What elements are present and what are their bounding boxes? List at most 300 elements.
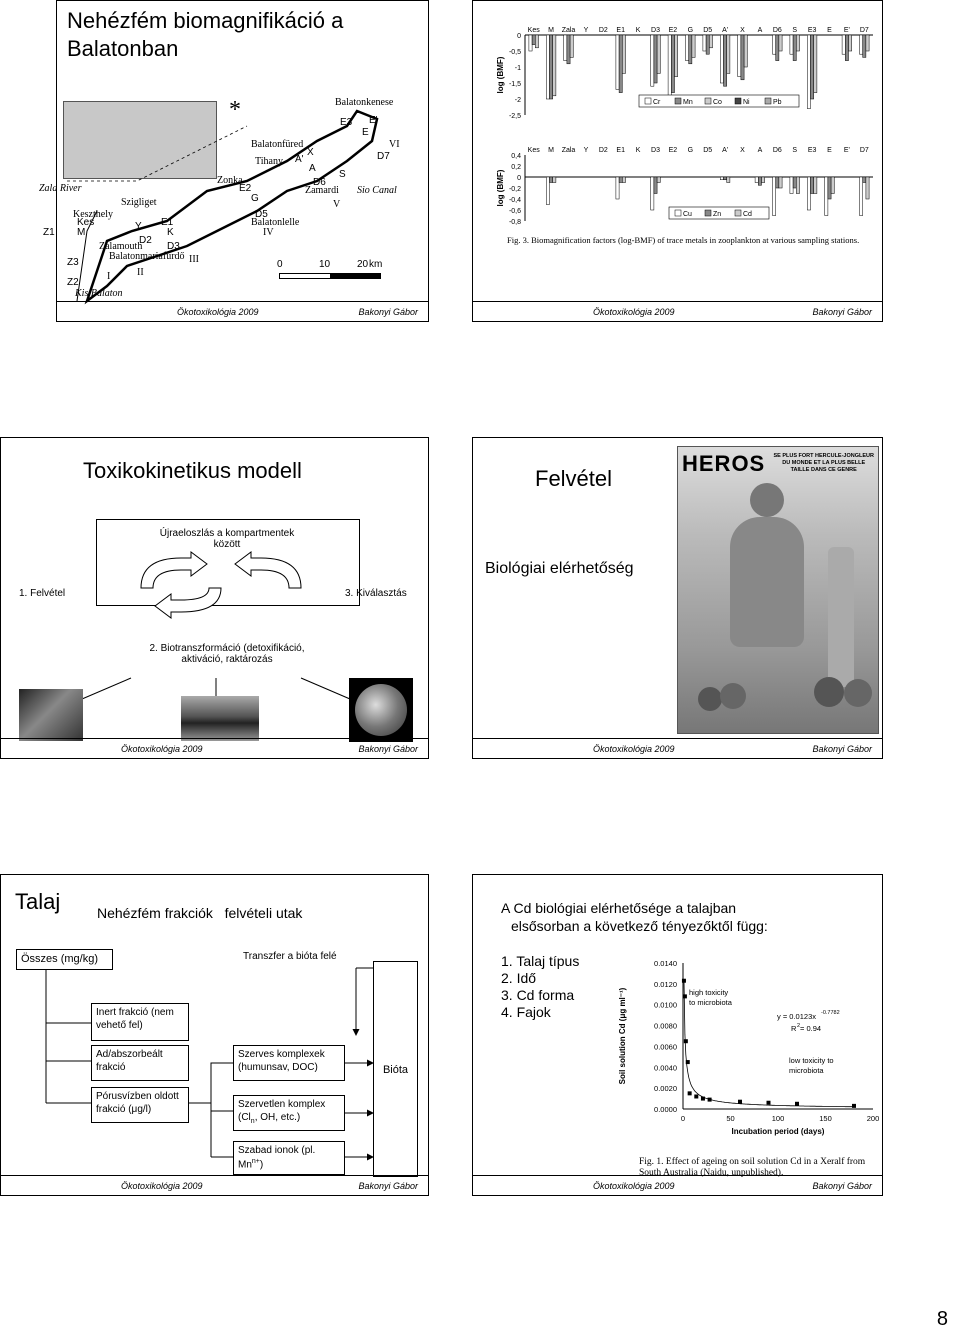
label-d2: D2	[139, 235, 152, 246]
inert-fraction-box: Inert frakció (nem vehető fel)	[91, 1003, 189, 1041]
bar	[779, 35, 782, 51]
biotrans-line-1: 2. Biotranszformáció (detoxifikáció,	[149, 643, 305, 654]
label-m: M	[77, 227, 86, 238]
bar	[741, 35, 744, 80]
label-a: A	[309, 163, 316, 174]
category-label: D7	[859, 147, 869, 154]
bar	[654, 35, 657, 83]
redistribution-line-2: között	[213, 539, 241, 550]
y-tick-label: 0.0020	[654, 1084, 677, 1094]
bar	[550, 35, 553, 99]
bar	[622, 35, 625, 73]
slide-footer	[473, 301, 882, 321]
annotation-exponent: -0.7782	[821, 1010, 840, 1016]
annotation-r2-value: = 0.94	[800, 1024, 822, 1033]
label-y: Y	[135, 221, 142, 232]
bar	[842, 35, 845, 54]
factor-list	[501, 953, 579, 1021]
label-kes: Kes	[77, 217, 95, 228]
y-tick-label: -2,5	[508, 113, 521, 120]
y-tick-label: 0	[517, 175, 521, 182]
footer-course: Ökotoxikológia 2009	[121, 1181, 203, 1191]
bar	[709, 35, 712, 48]
bar	[793, 35, 796, 61]
label-zonka: Zonka	[217, 175, 243, 186]
label-roman-iv: IV	[263, 227, 274, 238]
y-tick-label: 0,2	[511, 164, 521, 171]
category-label: S	[792, 147, 798, 154]
bar	[616, 35, 619, 89]
adsorbed-fraction-box: Ad/abszorbeált frakció	[91, 1045, 189, 1081]
bar	[616, 177, 619, 199]
category-label: G	[687, 147, 694, 154]
bar	[860, 177, 863, 216]
label-kis-balaton: Kis Balaton	[75, 288, 123, 299]
data-point	[708, 1098, 712, 1102]
y-tick-label: -0,4	[508, 197, 521, 204]
uptake-label: 1. Felvétel	[19, 588, 66, 599]
annotation-high-toxicity: high toxicity	[689, 988, 729, 997]
bar	[567, 35, 570, 64]
y-tick-label: 0.0100	[654, 1000, 677, 1010]
redistribution-label	[96, 528, 358, 550]
footer-author: Bakonyi Gábor	[812, 1181, 872, 1191]
bar	[686, 35, 689, 61]
label-roman-iii: III	[189, 254, 199, 265]
bar	[535, 35, 538, 48]
data-point	[682, 979, 686, 983]
bar	[779, 177, 782, 188]
legend-swatch	[765, 98, 771, 104]
category-label: Y	[583, 147, 589, 154]
category-label: E	[827, 27, 832, 34]
bar	[651, 177, 654, 210]
bar	[671, 35, 674, 93]
category-label: D3	[651, 147, 660, 154]
label-keszthely: Keszthely	[73, 209, 113, 220]
y-tick-label: 0.0060	[654, 1042, 677, 1052]
slide-title: Talaj	[15, 889, 61, 914]
category-label: D7	[859, 27, 869, 34]
label-z1: Z1	[43, 227, 55, 238]
bar	[727, 35, 730, 73]
data-point	[683, 994, 687, 998]
organic-complex-box: Szerves komplexek (humunsav, DOC)	[233, 1045, 345, 1081]
category-label: D6	[772, 27, 782, 34]
bar	[529, 35, 532, 51]
intro-line-1: A Cd biológiai elérhetősége a talajban	[501, 900, 737, 916]
biotrans-line-2: aktiváció, raktározás	[181, 654, 273, 665]
label-x: X	[307, 147, 314, 158]
label-zamardi: Zamardi	[305, 185, 339, 196]
bar	[755, 177, 758, 183]
inorganic-sub: n	[250, 1117, 255, 1125]
legend-swatch	[705, 210, 711, 216]
data-point	[767, 1101, 771, 1105]
y-tick-label: -0,5	[508, 49, 521, 56]
y-tick-label: 0.0120	[654, 979, 677, 989]
biotransformation-label	[96, 643, 358, 665]
y-tick-label: 0.0040	[654, 1063, 677, 1073]
bar	[773, 177, 776, 216]
scale-10: 10	[319, 259, 331, 270]
bar	[720, 35, 723, 83]
transfer-label: Transzfer a bióta felé	[243, 951, 337, 962]
scale-0: 0	[277, 259, 283, 270]
slide-footer	[473, 738, 882, 758]
legend-label: Pb	[773, 99, 782, 106]
y-tick-label: 0	[517, 33, 521, 40]
bar	[796, 35, 799, 51]
annotation-microbiota: microbiota	[789, 1066, 824, 1075]
footer-author: Bakonyi Gábor	[358, 1181, 418, 1191]
bar	[727, 177, 730, 183]
bar	[738, 35, 741, 77]
x-axis-label: Incubation period (days)	[731, 1127, 825, 1136]
footer-course: Ökotoxikológia 2009	[593, 1181, 675, 1191]
data-point	[795, 1102, 799, 1106]
category-label: E	[827, 147, 832, 154]
y-tick-label: 0.0140	[654, 959, 677, 968]
slide-footer	[1, 1175, 428, 1195]
bar	[773, 35, 776, 54]
label-d5: D5	[255, 209, 268, 220]
legend-label: Co	[713, 99, 722, 106]
label-tihany: Tihany	[255, 156, 283, 167]
porewater-fraction-box: Pórusvízben oldott frakció (μg/l)	[91, 1087, 189, 1123]
bar	[724, 35, 727, 86]
free-ions-end: )	[259, 1158, 264, 1170]
bar	[668, 35, 671, 96]
label-roman-i: I	[107, 271, 111, 282]
scale-unit: km	[369, 259, 383, 270]
label-zala-river: Zala River	[39, 183, 82, 194]
category-label: Zala	[561, 147, 576, 154]
bar	[758, 177, 761, 185]
inorganic-end: , OH, etc.)	[254, 1111, 301, 1123]
footer-author: Bakonyi Gábor	[812, 307, 872, 317]
x-tick-label: 0	[680, 1114, 686, 1123]
bar	[675, 35, 678, 77]
bar	[550, 177, 553, 183]
category-label: E3	[807, 27, 817, 34]
bar	[689, 35, 692, 64]
y-tick-label: -1	[514, 65, 521, 72]
label-e3: E3	[340, 117, 353, 128]
label-balatonfured: Balatonfüred	[251, 139, 304, 150]
data-point	[701, 1097, 705, 1101]
y-tick-label: -1,5	[508, 81, 521, 88]
legend-swatch	[735, 210, 741, 216]
bar	[807, 35, 810, 109]
category-label: E3	[807, 147, 817, 154]
y-tick-label: 0,4	[511, 153, 521, 160]
category-label: K	[635, 147, 641, 154]
poster-tagline-3: TAILLE DANS CE GENRE	[790, 467, 857, 474]
legend-label: Mn	[683, 99, 693, 106]
slide-title	[67, 7, 343, 63]
bmf-chart-trace-metals	[473, 23, 882, 143]
label-e1: E1	[161, 217, 174, 228]
star-marker: *	[229, 97, 241, 123]
bar	[762, 177, 765, 183]
slide-title: Toxikokinetikus modell	[83, 458, 302, 483]
data-point	[852, 1104, 856, 1108]
x-tick-label: 200	[866, 1114, 880, 1123]
legend-swatch	[645, 98, 651, 104]
category-label: D3	[651, 27, 660, 34]
annotation-r-sup: 2	[797, 1023, 801, 1029]
label-roman-ii: II	[137, 267, 144, 278]
inorganic-complex-box	[233, 1095, 345, 1131]
y-tick-label: 0.0000	[654, 1105, 677, 1114]
slide-toxicokinetic-model	[0, 437, 429, 759]
slide-footer	[57, 301, 428, 321]
footer-course: Ökotoxikológia 2009	[593, 744, 675, 754]
caption-line-2: South Australia (Naidu, unpublished).	[639, 1168, 784, 1178]
bar	[619, 177, 622, 183]
poster-tagline-1: SE PLUS FORT HERCULE-JONGLEUR	[773, 453, 874, 459]
fraction-connectors	[1, 875, 430, 1197]
label-szigliget: Szigliget	[121, 197, 157, 208]
label-e-prime: E'	[369, 115, 378, 126]
slide-subtitle: Biológiai elérhetőség	[485, 560, 634, 577]
bar	[553, 35, 556, 96]
bar	[657, 177, 660, 183]
slide-uptake-bioavailability	[472, 437, 883, 759]
bar	[570, 35, 573, 57]
bar	[692, 35, 695, 57]
category-label: D5	[703, 147, 713, 154]
y-axis-label: log (BMF)	[496, 56, 505, 94]
x-tick-label: 150	[819, 1114, 832, 1123]
legend-swatch	[735, 98, 741, 104]
free-ions-box	[233, 1141, 345, 1175]
annotation-r: R	[791, 1024, 797, 1033]
bar	[744, 35, 747, 67]
slide-intro	[501, 899, 768, 935]
category-label: E1	[616, 147, 625, 154]
slide-footer	[473, 1175, 882, 1195]
slide-biomagnification-map	[39, 0, 429, 322]
y-tick-label: -0,8	[508, 219, 521, 226]
legend-label: Cd	[743, 211, 752, 218]
y-axis-label: log (BMF)	[496, 169, 505, 207]
footer-author: Bakonyi Gábor	[358, 744, 418, 754]
bar	[860, 35, 863, 54]
annotation-low-toxicity: low toxicity to	[789, 1056, 834, 1065]
category-label: D2	[598, 147, 608, 154]
category-label: K	[635, 27, 641, 34]
annotation-to-microbiota: to microbiota	[689, 998, 732, 1007]
category-label: A	[757, 27, 763, 34]
page-number: 8	[936, 1308, 948, 1330]
poster-title: HEROS	[682, 451, 766, 476]
category-label: Kes	[527, 27, 540, 34]
x-tick-label: 100	[771, 1114, 785, 1123]
slide-soil-fractions	[0, 874, 429, 1196]
label-d7: D7	[377, 151, 390, 162]
legend-label: Ni	[743, 99, 750, 106]
category-label: Y	[583, 27, 589, 34]
label-balatonmariafurdo: Balatonmariafürdő	[109, 251, 185, 262]
slide-bmf-charts	[472, 0, 883, 322]
free-ions-sup: n+	[251, 1157, 260, 1165]
category-label: E2	[668, 147, 678, 154]
bar	[814, 177, 817, 194]
slide-cd-bioavailability	[472, 874, 883, 1196]
free-ions-text: Szabad ionok (pl. Mn	[238, 1145, 316, 1170]
data-point	[694, 1094, 698, 1098]
category-label: A'	[722, 147, 729, 154]
slide-footer	[1, 738, 428, 758]
legend-label: Cu	[683, 211, 692, 218]
bar	[863, 35, 866, 57]
bar	[651, 35, 654, 86]
label-g: G	[251, 193, 259, 204]
category-label: Kes	[527, 147, 540, 154]
footer-course: Ökotoxikológia 2009	[593, 307, 675, 317]
y-axis-label: Soil solution Cd (μg ml⁻¹)	[618, 987, 627, 1085]
title-line-2: Balatonban	[67, 36, 179, 61]
bar	[831, 177, 834, 194]
human-photo	[19, 689, 83, 741]
factor-item: 3. Cd forma	[501, 987, 575, 1003]
label-e: E	[362, 127, 369, 138]
bar	[790, 35, 793, 54]
data-point	[738, 1100, 742, 1104]
label-balatonkenese: Balatonkenese	[335, 97, 394, 108]
bar	[703, 35, 706, 51]
category-label: M	[548, 147, 555, 154]
title-line-1: Nehézfém biomagnifikáció a	[67, 8, 344, 33]
slide-subtitle: Nehézfém frakciók felvételi utak	[97, 905, 303, 921]
footer-course: Ökotoxikológia 2009	[121, 744, 203, 754]
caption-line-1: Fig. 1. Effect of ageing on soil solution Cd in a Xeralf from	[639, 1157, 866, 1167]
bar	[532, 35, 535, 45]
bar	[866, 177, 869, 199]
poster-tagline	[773, 453, 874, 474]
biota-box: Bióta	[373, 961, 418, 1177]
label-balatonlelle: Balatonlelle	[251, 217, 300, 228]
y-tick-label: -0,6	[508, 208, 521, 215]
category-label: D2	[598, 27, 608, 34]
legend-swatch	[705, 98, 711, 104]
bar	[553, 177, 556, 183]
bar	[619, 35, 622, 93]
label-sio-canal: Sio Canal	[357, 185, 397, 196]
landscape-photo	[181, 696, 259, 741]
bmf-chart-cu-zn-cd	[473, 141, 882, 241]
cd-ageing-chart	[613, 953, 883, 1153]
label-d3: D3	[167, 241, 180, 252]
legend-label: Cr	[653, 99, 661, 106]
y-tick-label: 0.0080	[654, 1021, 677, 1031]
category-label: D6	[772, 147, 782, 154]
factor-item: 1. Talaj típus	[501, 953, 580, 969]
bar	[825, 177, 828, 216]
label-a-prime: A'	[295, 154, 304, 165]
total-fraction-box: Összes (mg/kg)	[16, 949, 113, 970]
inorganic-text: Szervetlen komplex (Cl	[238, 1099, 326, 1123]
label-e2: E2	[239, 183, 252, 194]
category-label: E'	[843, 27, 850, 34]
factor-item: 4. Fajok	[501, 1004, 551, 1020]
annotation-equation: y = 0.0123x	[777, 1012, 816, 1021]
bar	[866, 35, 869, 51]
category-label: E1	[616, 27, 625, 34]
bar	[811, 35, 814, 99]
figure-caption: Fig. 3. Biomagnification factors (log-BMF) of trace metals in zooplankton at various sampling stations.	[507, 235, 860, 245]
bar	[720, 177, 723, 180]
intro-line-2: elsősorban a következő tényezőktől függ:	[511, 918, 768, 934]
bar	[546, 35, 549, 99]
bar	[776, 177, 779, 188]
label-roman-v: V	[333, 199, 341, 210]
legend-label: Zn	[713, 211, 722, 218]
redistribution-line-1: Újraeloszlás a kompartmentek	[159, 528, 295, 539]
label-k: K	[167, 227, 174, 238]
label-roman-vi: VI	[389, 139, 400, 150]
label-s: S	[339, 169, 346, 180]
bar	[811, 177, 814, 194]
category-label: M	[548, 27, 555, 34]
category-label: G	[687, 27, 694, 34]
bar	[828, 177, 831, 199]
category-label: S	[792, 27, 798, 34]
bar	[776, 35, 779, 61]
bar	[793, 177, 796, 188]
cycle-arrows-icon	[121, 548, 321, 618]
bar	[845, 35, 848, 61]
slide-title: Felvétel	[535, 466, 613, 491]
category-label: X	[740, 27, 745, 34]
category-label: D5	[703, 27, 713, 34]
excretion-label: 3. Kiválasztás	[345, 588, 407, 599]
label-z3: Z3	[67, 257, 79, 268]
category-label: X	[740, 147, 745, 154]
category-label: Zala	[561, 27, 576, 34]
y-tick-label: -2	[514, 97, 521, 104]
label-zalamouth: Zalamouth	[99, 241, 143, 252]
factor-item: 2. Idő	[501, 970, 537, 986]
data-point	[688, 1091, 692, 1095]
bar	[807, 177, 810, 210]
scale-20: 20	[357, 259, 369, 270]
earth-photo	[349, 678, 413, 742]
data-point	[684, 1039, 688, 1043]
bar	[863, 177, 866, 183]
bar	[654, 177, 657, 194]
y-tick-label: -0,2	[508, 186, 521, 193]
category-label: A	[757, 147, 763, 154]
data-point	[686, 1060, 690, 1064]
legend-swatch	[675, 210, 681, 216]
bar	[564, 35, 567, 61]
bar	[706, 35, 709, 54]
legend-swatch	[675, 98, 681, 104]
category-label: E'	[843, 147, 850, 154]
category-label: E2	[668, 27, 678, 34]
heros-poster	[677, 446, 879, 734]
bar	[796, 177, 799, 194]
footer-author: Bakonyi Gábor	[812, 744, 872, 754]
category-label: A'	[722, 27, 729, 34]
bar	[790, 177, 793, 194]
x-tick-label: 50	[726, 1114, 735, 1123]
bar	[814, 35, 817, 93]
label-z2: Z2	[67, 277, 79, 288]
